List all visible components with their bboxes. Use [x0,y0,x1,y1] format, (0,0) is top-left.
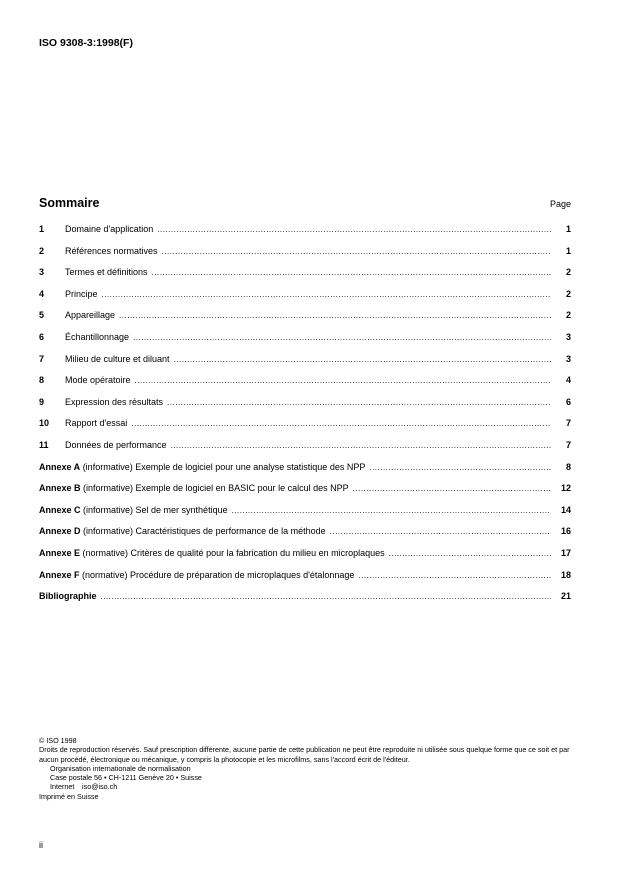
toc-entry-page: 6 [565,396,571,407]
toc-entry-annex-label: Annexe B [39,483,81,494]
toc-entry-page: 16 [560,526,571,537]
toc-entry-page: 18 [560,569,571,580]
toc-entry-text: Échantillonnage [65,331,130,342]
toc-entry-leader [353,484,551,493]
toc-entry-text: Mode opératoire [65,375,131,386]
toc-entry-number: 4 [39,288,45,299]
toc-entry-leader [131,419,551,428]
toc-entry-text: Expression des résultats [65,396,164,407]
toc-entry-text: Rapport d'essai [65,418,128,429]
toc-entry-number: 6 [39,331,45,342]
toc-entry-title [39,526,326,536]
toc-entry[interactable] [39,375,571,397]
document-id: ISO 9308-3:1998(F) [39,37,133,49]
toc-entry-annex-label: Annexe D [39,526,81,537]
toc-entry-page: 1 [565,224,571,234]
toc-entry-title [65,332,129,342]
toc-entry-leader [369,463,551,472]
toc-entry-title [39,591,97,601]
toc-entry-annex-label: Annexe E [39,547,81,558]
toc-entry-leader [101,592,551,601]
toc-entry-leader [135,376,551,385]
toc-entry-number: 10 [39,418,50,429]
internet-email: iso@iso.ch [82,782,118,792]
toc-entry[interactable] [39,440,571,462]
toc-entry-annex-label: Annexe F [39,569,80,580]
toc-entry-leader [167,398,551,407]
copyright-line: © ISO 1998 [39,736,77,745]
toc-entry-title [65,246,158,256]
toc-entry-title [39,570,354,580]
toc-entry-page: 3 [565,331,571,342]
toc-entry-number: 2 [39,245,45,256]
toc-entry-title [65,440,167,450]
toc-entry-number: 9 [39,396,45,407]
toc-header [39,196,571,210]
toc-entry[interactable] [39,418,571,440]
toc-page-label: Page [549,199,571,209]
toc-entry-number: 7 [39,353,45,364]
toc-entry-page: 21 [560,591,571,602]
toc-entry-leader [157,225,551,234]
toc-entry-page: 2 [565,267,571,278]
toc-entry-text: Principe [65,288,98,299]
toc-entry-text: (normative) Critères de qualité pour la fabrication du milieu en microplaques [80,547,385,558]
toc-entry[interactable] [39,462,571,484]
toc-entry-number: 3 [39,267,45,278]
toc-entry-title [65,354,170,364]
toc-entry-leader [171,441,551,450]
toc-entry[interactable] [39,591,571,613]
toc-entry-leader [389,549,551,558]
table-of-contents [39,224,571,613]
toc-entry[interactable] [39,354,571,376]
toc-entry[interactable] [39,483,571,505]
toc-entry-annex-label: Annexe C [39,504,81,515]
toc-entry-title [65,397,163,407]
toc-entry-page: 2 [565,310,571,321]
printed-in: Imprimé en Suisse [39,791,99,801]
toc-entry-page: 1 [565,245,571,256]
toc-entry-page: 17 [560,547,571,558]
toc-entry-annex-label: Annexe A [39,461,81,472]
toc-entry[interactable] [39,505,571,527]
toc-entry[interactable] [39,397,571,419]
toc-entry[interactable] [39,526,571,548]
toc-entry[interactable] [39,224,571,246]
toc-entry-text: (informative) Exemple de logiciel en BASIC pour le calcul des NPP [80,483,349,494]
toc-entry-page: 7 [565,418,571,429]
toc-entry[interactable] [39,246,571,268]
toc-entry-title [65,375,131,385]
toc-entry-page: 2 [565,288,571,299]
toc-entry-text: Données de performance [65,439,167,450]
toc-entry-text: (informative) Caractéristiques de performance de la méthode [80,526,326,537]
toc-entry-title [65,289,98,299]
page-number: ii [39,840,43,850]
toc-entry-leader [232,506,551,515]
toc-entry[interactable] [39,332,571,354]
toc-entry-page: 7 [565,439,571,450]
toc-entry-title [65,267,148,277]
toc-entry-title [39,548,385,558]
toc-entry-leader [119,311,551,320]
toc-entry-text: (normative) Procédure de préparation de microplaques d'étalonnage [79,569,355,580]
toc-entry-annex-label: Bibliographie [39,591,97,602]
toc-entry[interactable] [39,267,571,289]
toc-entry-page: 4 [565,375,571,386]
toc-entry-number: 11 [39,439,49,450]
toc-entry-page: 12 [560,483,571,494]
toc-entry-title [65,418,127,428]
toc-entry-number: 8 [39,375,45,386]
toc-entry-leader [358,571,551,580]
toc-entry[interactable] [39,570,571,592]
toc-entry-leader [330,527,551,536]
toc-entry-page: 3 [565,353,571,364]
toc-entry[interactable] [39,289,571,311]
toc-entry-text: Références normatives [65,245,158,256]
toc-entry-number: 5 [39,310,45,321]
toc-entry-page: 14 [560,504,571,515]
toc-entry-title [39,505,228,515]
toc-entry[interactable] [39,548,571,570]
copyright-notice [39,736,579,801]
toc-entry-text: Appareillage [65,310,116,321]
toc-entry-text: Milieu de culture et diluant [65,353,170,364]
org-internet [39,782,579,791]
toc-entry-leader [174,355,551,364]
toc-entry-text: (informative) Sel de mer synthétique [80,504,228,515]
org-address: Case postale 56 • CH-1211 Genève 20 • Suisse [50,773,202,783]
toc-entry-number: 1 [39,224,45,234]
toc-entry-title [39,483,349,493]
toc-entry-leader [133,333,551,342]
toc-entry-text: Termes et définitions [65,267,148,278]
internet-label: Internet [50,782,75,792]
toc-entry-text: Domaine d'application [65,224,154,234]
toc-entry-leader [162,247,551,256]
toc-entry-title [39,462,365,472]
toc-entry-title [65,224,153,234]
toc-entry-leader [102,290,551,299]
rights-text: Droits de reproduction réservés. Sauf prescription différente, aucune partie de cette publication ne peut être reproduite ni utilisée sous quelque forme que ce soit et par aucun procédé, électronique ou mécanique, y compris la photocopie et les microfilms, sans l'accord écrit de l'éditeur. [39,745,570,764]
toc-entry[interactable] [39,310,571,332]
toc-entry-title [65,310,115,320]
toc-entry-page: 8 [565,461,571,472]
org-name: Organisation internationale de normalisation [50,763,191,773]
toc-title: Sommaire [39,196,100,210]
toc-entry-text: (informative) Exemple de logiciel pour une analyse statistique des NPP [80,461,366,472]
toc-entry-leader [152,268,551,277]
